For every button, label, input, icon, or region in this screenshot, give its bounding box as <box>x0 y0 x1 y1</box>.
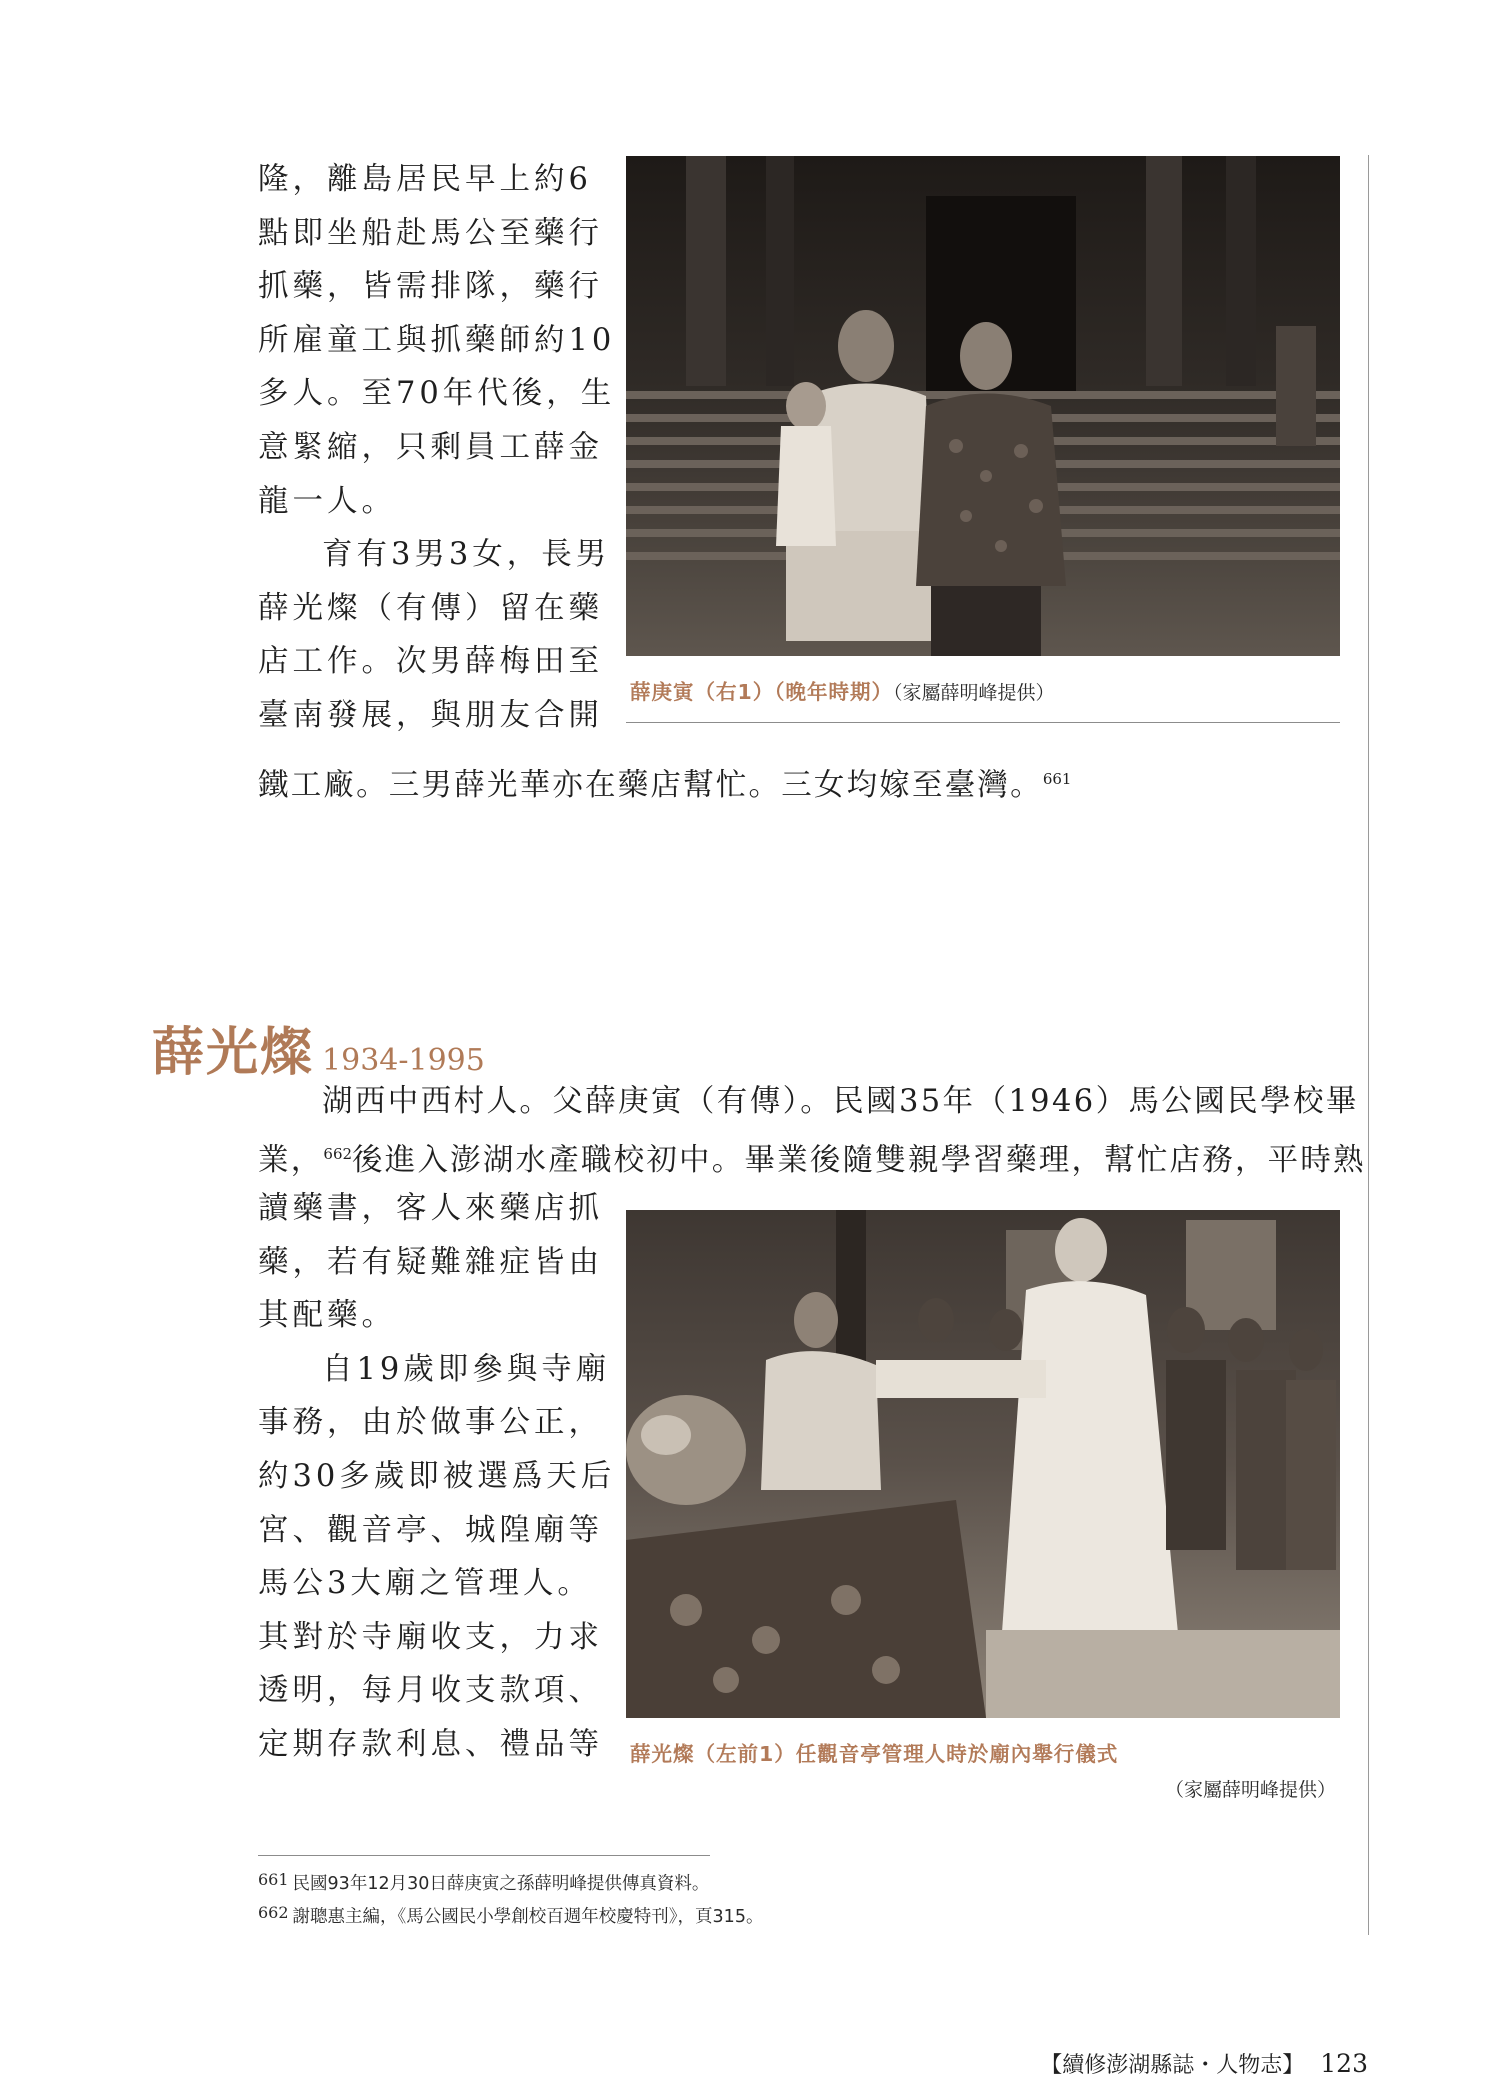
text-line: 點即坐船赴馬公至藥行 <box>258 215 603 251</box>
text-line: 隆，離島居民早上約6 <box>258 162 592 197</box>
footnote-ref: 661 <box>1042 770 1072 788</box>
bio-years: 1934-1995 <box>322 1043 485 1078</box>
text-line: 定期存款利息、禮品等 <box>258 1726 603 1762</box>
footnote-662 <box>258 1903 763 1928</box>
footnote-rule <box>258 1855 710 1856</box>
page-edge-rule <box>1368 155 1369 1935</box>
running-footer <box>1040 2048 1368 2079</box>
bio-name: 薛光燦 <box>152 1022 315 1083</box>
text-line: 藥，若有疑難雜症皆由 <box>258 1244 603 1280</box>
text-line: 自19歲即參與寺廟 <box>322 1351 611 1387</box>
text-line: 龍一人。 <box>258 483 396 519</box>
page-number: 123 <box>1320 2049 1368 2078</box>
photo-elder-portrait <box>626 156 1340 656</box>
text-line: 意緊縮，只剩員工薛金 <box>258 429 603 465</box>
text-line-full <box>258 1075 1359 1129</box>
photo1-caption <box>630 675 1055 705</box>
text-line: 多人。至70年代後，生 <box>258 376 616 412</box>
footnote-number: 661 <box>258 1870 289 1889</box>
caption-text: 薛光燦（左前1）任觀音亭管理人時於廟內舉行儀式 <box>630 1742 1119 1766</box>
footnote-text: 民國93年12月30日薛庚寅之孫薛明峰提供傳真資料。 <box>292 1874 710 1894</box>
text-line: 所雇童工與抓藥師約10 <box>258 322 616 358</box>
caption-credit: （家屬薛明峰提供） <box>893 682 1055 704</box>
text-line: 臺南發展，與朋友合開 <box>258 697 603 733</box>
text-line: 業， <box>258 1143 324 1179</box>
text-line: 宮、觀音亭、城隍廟等 <box>258 1512 603 1548</box>
text-line-full <box>258 753 1071 813</box>
text-line: 店工作。次男薛梅田至 <box>258 644 603 680</box>
book-title: 【續修澎湖縣誌・人物志】 <box>1040 2053 1305 2078</box>
text-line-full <box>258 1128 1366 1188</box>
text-line: 其配藥。 <box>258 1298 396 1334</box>
bio-heading <box>152 1010 485 1085</box>
footnote-ref: 662 <box>323 1145 353 1163</box>
text-column-2 <box>258 1182 616 1772</box>
text-column-1 <box>258 153 616 743</box>
text-line: 育有3男3女，長男 <box>322 537 611 573</box>
footnote-661 <box>258 1870 709 1895</box>
text-line: 馬公3大廟之管理人。 <box>258 1566 592 1602</box>
footnote-number: 662 <box>258 1903 289 1922</box>
caption-rule <box>626 722 1340 723</box>
photo-temple-ceremony <box>626 1210 1340 1718</box>
text-line: 鐵工廠。三男薛光華亦在藥店幫忙。三女均嫁至臺灣。 <box>258 768 1043 804</box>
photo2-caption <box>630 1737 1118 1767</box>
text-line: 抓藥，皆需排隊，藥行 <box>258 269 603 305</box>
caption-credit: （家屬薛明峰提供） <box>1164 1779 1336 1801</box>
footnote-text: 謝聰惠主編，《馬公國民小學創校百週年校慶特刊》，頁315。 <box>292 1907 764 1927</box>
text-line: 讀藥書，客人來藥店抓 <box>258 1191 603 1226</box>
text-line: 後進入澎湖水產職校初中。畢業後隨雙親學習藥理，幫忙店務，平時熟 <box>352 1143 1366 1179</box>
text-line: 事務，由於做事公正， <box>258 1405 603 1441</box>
text-line: 薛光燦（有傳）留在藥 <box>258 590 603 626</box>
caption-text: 薛庚寅（右1）（晚年時期） <box>630 680 894 704</box>
photo2-credit <box>1165 1775 1336 1802</box>
text-line: 透明，每月收支款項、 <box>258 1673 603 1709</box>
text-line: 其對於寺廟收支，力求 <box>258 1619 603 1655</box>
text-line: 湖西中西村人。父薛庚寅（有傳）。民國35年（1946）馬公國民學校畢 <box>322 1084 1359 1119</box>
text-line: 約30多歲即被選爲天后 <box>258 1458 616 1494</box>
